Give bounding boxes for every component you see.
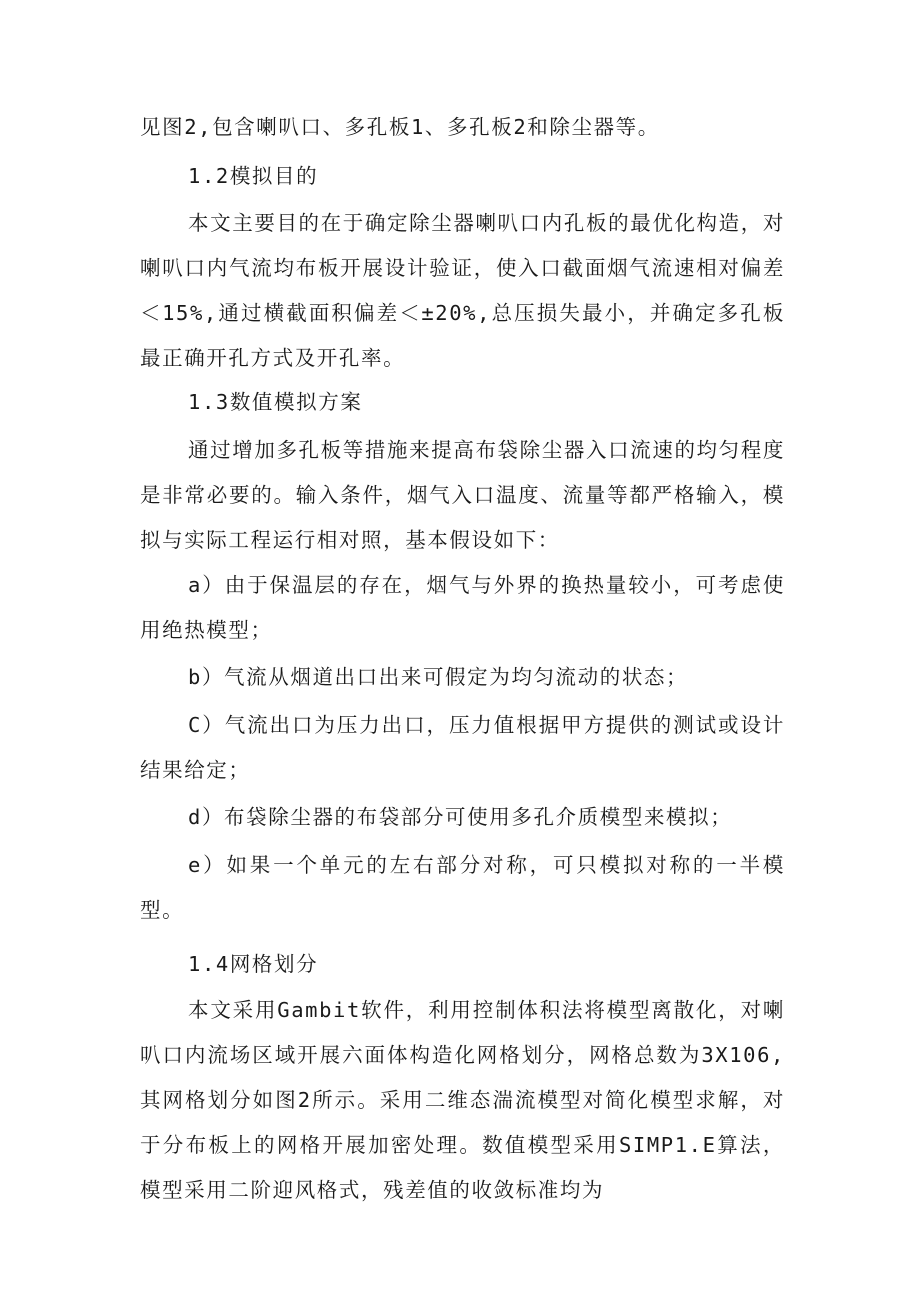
body-text (140, 843, 785, 933)
body-text (140, 380, 785, 425)
body-text (140, 795, 785, 840)
section-heading-1-3: 1.3数值模拟方案 (188, 390, 363, 414)
body-text (140, 154, 785, 199)
paragraph-meshing: 本文采用Gambit软件，利用控制体积法将模型离散化，对喇叭口内流场区域开展六面体构造化网格划分，网格总数为3X106,其网格划分如图2所示。采用二维态湍流模型对简化模型求解，对于分布板上的网格开展加密处理。数值模型采用SIMP1.E算法，模型采用二阶迎风格式，残差值的收敛标准均为 (140, 998, 785, 1202)
list-item-b: b）气流从烟道出口出来可假定为均匀流动的状态； (188, 665, 689, 689)
section-heading-1-2: 1.2模拟目的 (188, 164, 319, 188)
paragraph-objective: 本文主要目的在于确定除尘器喇叭口内孔板的最优化构造，对喇叭口内气流均布板开展设计验证，使入口截面烟气流速相对偏差＜15%,通过横截面积偏差＜±20%,总压损失最小，并确定多孔板最正确开孔方式及开孔率。 (140, 211, 785, 370)
paragraph-continuation: 见图2,包含喇叭口、多孔板1、多孔板2和除尘器等。 (140, 115, 660, 139)
list-item-a: a）由于保温层的存在，烟气与外界的换热量较小，可考虑使用绝热模型； (140, 573, 785, 642)
section-heading-1-4: 1.4网格划分 (188, 952, 319, 976)
body-text (140, 988, 785, 1213)
body-text (140, 563, 785, 653)
list-item-c: C）气流出口为压力出口，压力值根据甲方提供的测试或设计结果给定； (140, 713, 785, 782)
body-text (140, 942, 785, 987)
body-text (140, 105, 785, 150)
body-text (140, 655, 785, 700)
list-item-e: e）如果一个单元的左右部分对称，可只模拟对称的一半模型。 (140, 853, 785, 922)
body-text (140, 201, 785, 381)
body-text (140, 428, 785, 563)
body-text (140, 703, 785, 793)
paragraph-scheme: 通过增加多孔板等措施来提高布袋除尘器入口流速的均匀程度是非常必要的。输入条件，烟气入口温度、流量等都严格输入，模拟与实际工程运行相对照，基本假设如下： (140, 438, 785, 552)
list-item-d: d）布袋除尘器的布袋部分可使用多孔介质模型来模拟； (188, 805, 733, 829)
